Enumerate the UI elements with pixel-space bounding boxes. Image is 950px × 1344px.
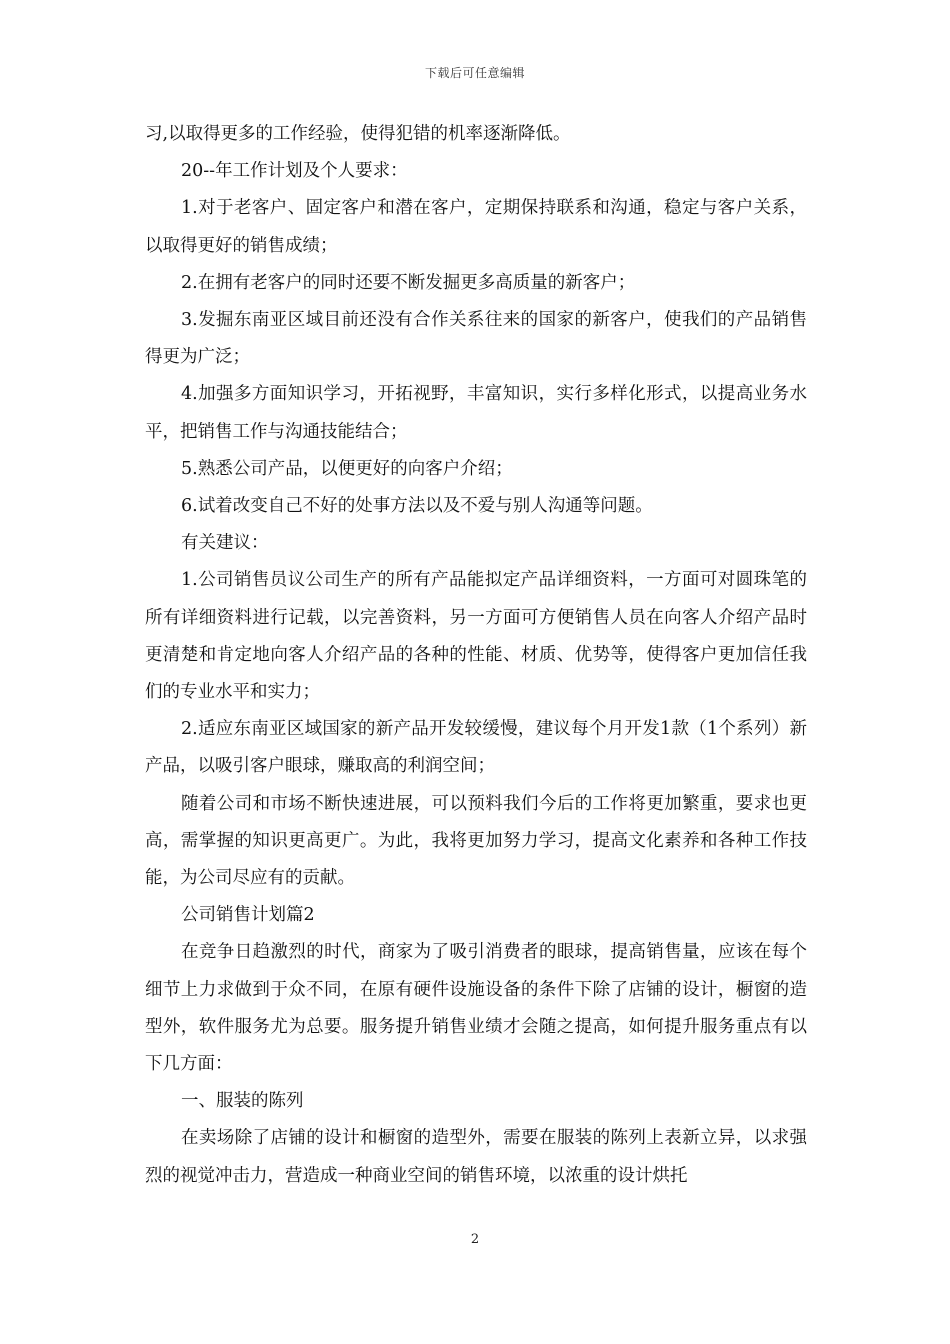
paragraph: 4.加强多方面知识学习，开拓视野，丰富知识，实行多样化形式，以提高业务水平，把销售工作与沟通技能结合； bbox=[145, 384, 807, 442]
paragraph: 3.发掘东南亚区域目前还没有合作关系往来的国家的新客户，使我们的产品销售得更为广泛； bbox=[145, 310, 807, 368]
paragraph: 公司销售计划篇2 bbox=[181, 905, 315, 926]
paragraph: 5.熟悉公司产品，以便更好的向客户介绍； bbox=[181, 458, 513, 479]
paragraph: 随着公司和市场不断快速进展，可以预料我们今后的工作将更加繁重，要求也更高，需掌握的知识更高更广。为此，我将更加努力学习，提高文化素养和各种工作技能，为公司尽应有的贡献。 bbox=[145, 793, 807, 889]
paragraph: 习,以取得更多的工作经验，使得犯错的机率逐渐降低。 bbox=[145, 124, 571, 144]
paragraph: 一、服装的陈列 bbox=[181, 1091, 304, 1112]
paragraph: 在卖场除了店铺的设计和橱窗的造型外，需要在服装的陈列上表新立异，以求强烈的视觉冲击力，营造成一种商业空间的销售环境，以浓重的设计烘托 bbox=[145, 1128, 807, 1186]
paragraph: 1.公司销售员议公司生产的所有产品能拟定产品详细资料，一方面可对圆珠笔的所有详细资料进行记载，以完善资料，另一方面可方便销售人员在向客人介绍产品时更清楚和肯定地向客人介绍产品的各种的性能、材质、优势等，使得客户更加信任我们的专业水平和实力； bbox=[145, 570, 807, 703]
paragraph: 2.在拥有老客户的同时还要不断发掘更多高质量的新客户； bbox=[181, 272, 636, 293]
page-number: 2 bbox=[470, 1232, 480, 1247]
paragraph: 2.适应东南亚区域国家的新产品开发较缓慢，建议每个月开发1款（1个系列）新产品，以吸引客户眼球，赚取高的利润空间； bbox=[145, 719, 807, 777]
paragraph: 20--年工作计划及个人要求： bbox=[181, 161, 408, 182]
document-body bbox=[145, 116, 807, 1195]
page-header: 下载后可任意编辑 bbox=[424, 66, 525, 80]
paragraph: 有关建议： bbox=[181, 533, 269, 554]
paragraph: 1.对于老客户、固定客户和潜在客户，定期保持联系和沟通，稳定与客户关系，以取得更好的销售成绩； bbox=[145, 198, 807, 256]
paragraph: 在竞争日趋激烈的时代，商家为了吸引消费者的眼球，提高销售量，应该在每个细节上力求做到于众不同，在原有硬件设施设备的条件下除了店铺的设计，橱窗的造型外，软件服务尤为总要。服务提升销售业绩才会随之提高，如何提升服务重点有以下几方面： bbox=[145, 942, 807, 1075]
paragraph: 6.试着改变自己不好的处事方法以及不爱与别人沟通等问题。 bbox=[181, 496, 653, 517]
